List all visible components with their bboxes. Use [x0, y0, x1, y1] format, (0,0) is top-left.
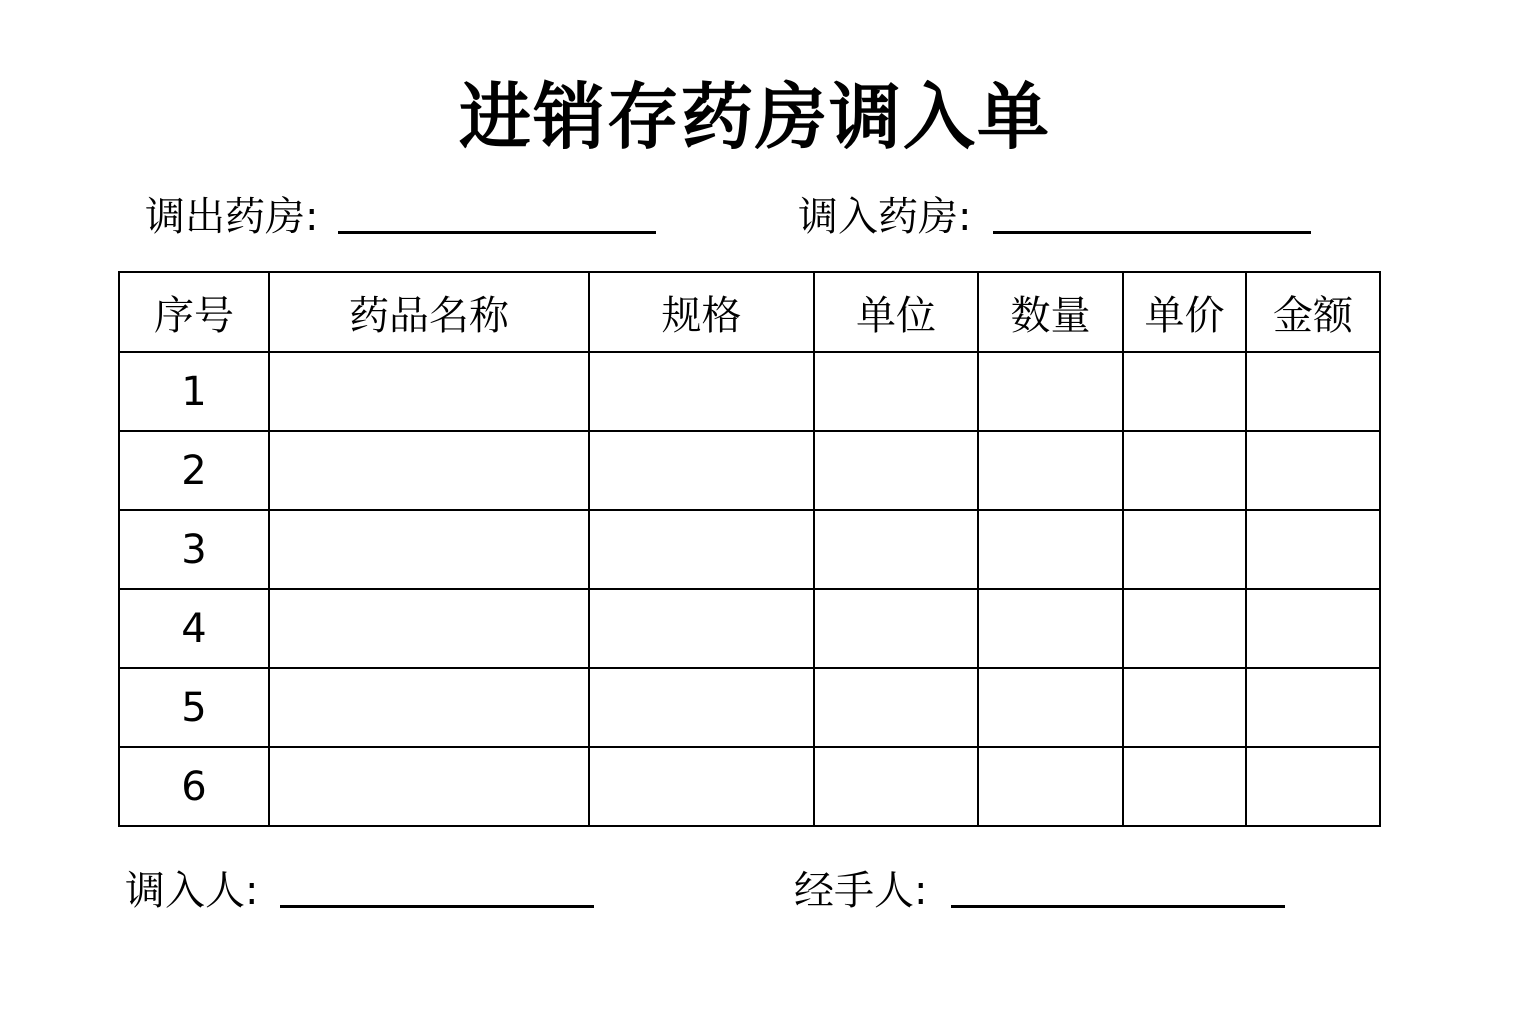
quantity-cell[interactable]	[978, 510, 1123, 589]
row-index-cell: 6	[119, 747, 269, 826]
quantity-cell[interactable]	[978, 589, 1123, 668]
row-index-cell: 2	[119, 431, 269, 510]
medicine-name-cell[interactable]	[269, 668, 589, 747]
table-header-row	[119, 272, 1380, 352]
medicine-name-cell[interactable]	[269, 431, 589, 510]
handler-field	[794, 866, 1285, 916]
handler-blank[interactable]	[951, 895, 1285, 908]
row-index-cell: 1	[119, 352, 269, 431]
out-pharmacy-label: 调出药房:	[145, 194, 319, 240]
amount-cell[interactable]	[1246, 589, 1380, 668]
quantity-cell[interactable]	[978, 668, 1123, 747]
unit-price-cell[interactable]	[1123, 589, 1246, 668]
quantity-cell[interactable]	[978, 352, 1123, 431]
amount-cell[interactable]	[1246, 747, 1380, 826]
row-index-cell: 3	[119, 510, 269, 589]
unit-cell[interactable]	[814, 431, 978, 510]
unit-cell[interactable]	[814, 668, 978, 747]
specification-cell[interactable]	[589, 747, 814, 826]
table-row	[119, 431, 1380, 510]
in-pharmacy-field	[798, 192, 1311, 242]
table-row	[119, 668, 1380, 747]
medicine-name-cell[interactable]	[269, 589, 589, 668]
amount-cell[interactable]	[1246, 352, 1380, 431]
receiver-label: 调入人:	[125, 868, 259, 914]
table-row	[119, 747, 1380, 826]
unit-cell[interactable]	[814, 510, 978, 589]
amount-cell[interactable]	[1246, 431, 1380, 510]
unit-cell[interactable]	[814, 589, 978, 668]
quantity-cell[interactable]	[978, 747, 1123, 826]
out-pharmacy-blank[interactable]	[338, 221, 656, 234]
specification-cell[interactable]	[589, 589, 814, 668]
header-medicine-name: 药品名称	[269, 272, 589, 352]
specification-cell[interactable]	[589, 352, 814, 431]
unit-price-cell[interactable]	[1123, 668, 1246, 747]
header-index: 序号	[119, 272, 269, 352]
specification-cell[interactable]	[589, 668, 814, 747]
receiver-field	[125, 866, 594, 916]
medicine-table	[118, 271, 1381, 827]
quantity-cell[interactable]	[978, 431, 1123, 510]
handler-label: 经手人:	[794, 868, 928, 914]
unit-price-cell[interactable]	[1123, 510, 1246, 589]
amount-cell[interactable]	[1246, 668, 1380, 747]
row-index-cell: 5	[119, 668, 269, 747]
out-pharmacy-field	[145, 192, 656, 242]
header-unit: 单位	[814, 272, 978, 352]
header-amount: 金额	[1246, 272, 1380, 352]
header-unit-price: 单价	[1123, 272, 1246, 352]
table-row	[119, 352, 1380, 431]
medicine-name-cell[interactable]	[269, 510, 589, 589]
row-index-cell: 4	[119, 589, 269, 668]
form-title: 进销存药房调入单	[458, 75, 1051, 159]
unit-cell[interactable]	[814, 352, 978, 431]
unit-price-cell[interactable]	[1123, 747, 1246, 826]
header-specification: 规格	[589, 272, 814, 352]
specification-cell[interactable]	[589, 431, 814, 510]
receiver-blank[interactable]	[280, 895, 594, 908]
medicine-name-cell[interactable]	[269, 747, 589, 826]
specification-cell[interactable]	[589, 510, 814, 589]
medicine-name-cell[interactable]	[269, 352, 589, 431]
table-row	[119, 589, 1380, 668]
table-row	[119, 510, 1380, 589]
in-pharmacy-label: 调入药房:	[798, 194, 972, 240]
amount-cell[interactable]	[1246, 510, 1380, 589]
unit-price-cell[interactable]	[1123, 431, 1246, 510]
header-quantity: 数量	[978, 272, 1123, 352]
unit-cell[interactable]	[814, 747, 978, 826]
unit-price-cell[interactable]	[1123, 352, 1246, 431]
in-pharmacy-blank[interactable]	[993, 221, 1311, 234]
